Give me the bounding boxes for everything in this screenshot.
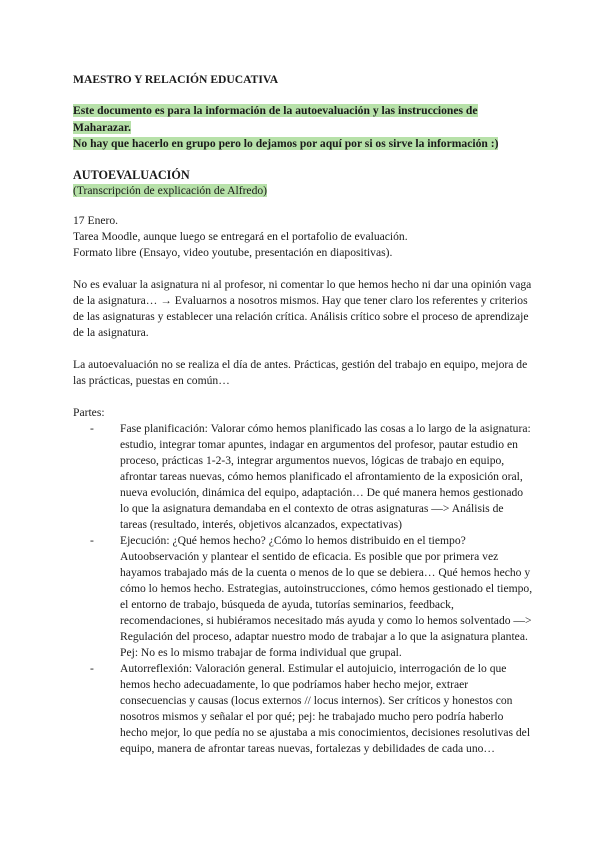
document-content	[73, 72, 533, 757]
parts-label: Partes:	[73, 405, 105, 419]
notice-line-1: Este documento es para la información de la autoevaluación y las instrucciones de Maharazar.	[73, 104, 478, 134]
section-title: AUTOEVALUACIÓN	[73, 167, 190, 182]
paragraph-2: La autoevaluación no se realiza el día de antes. Prácticas, gestión del trabajo en equipo, mejora de las prácticas, puestas en común…	[73, 357, 528, 387]
list-dash: -	[90, 533, 94, 547]
list-item-text: Ejecución: ¿Qué hemos hecho? ¿Cómo lo hemos distribuido en el tiempo? Autoobservación y plantear el sentido de eficacia. Es posible que por primera vez hayamos trabajado más de la cuenta o menos de lo que se debiera… Qué hemos hecho y cómo lo hemos hecho. Estrategias, autoinstrucciones, cómo hemos gestionado el tiempo, el entorno de trabajo, búsqueda de ayuda, tutorías seminarios, feedback, recomendaciones, si hubiéramos necesitado más ayuda y como lo hemos solventado —> Regulación del proceso, adaptar nuestro modo de trabajar a lo que la asignatura plantea. Pej: No es lo mismo trabajar de forma individual que grupal.	[120, 533, 533, 659]
intro-date: 17 Enero.	[73, 213, 119, 227]
intro-format: Formato libre (Ensayo, video youtube, presentación en diapositivas).	[73, 245, 393, 259]
list-item	[90, 421, 533, 533]
section-subtitle-text: (Transcripción de explicación de Alfredo)	[73, 183, 268, 197]
page-title: MAESTRO Y RELACIÓN EDUCATIVA	[73, 73, 279, 86]
intro-block	[73, 213, 533, 261]
section-subtitle	[73, 183, 533, 199]
list-item	[90, 661, 533, 757]
list-item	[90, 533, 533, 661]
paragraph-1: No es evaluar la asignatura ni al profesor, ni comentar lo que hemos hecho ni dar una opinión vaga de la asignatura… → Evaluarnos a nosotros mismos. Hay que tener claro los referentes y criterios de las asignaturas y establecer una relación crítica. Análisis crítico sobre el proceso de aprendizaje de la asignatura.	[73, 277, 532, 339]
notice-line-2: No hay que hacerlo en grupo pero lo dejamos por aquí por si os sirve la información :)	[73, 137, 499, 150]
list-dash: -	[90, 421, 94, 435]
highlighted-notice	[73, 103, 533, 153]
list-item-text: Fase planificación: Valorar cómo hemos planificado las cosas a lo largo de la asignatura: estudio, integrar tomar apuntes, indagar en argumentos del profesor, pautar estudio en proceso, prácticas 1-2-3, integrar argumentos nuevos, lógicas de trabajo en equipo, afrontar tareas nuevas, cómo hemos planificado el afrontamiento de la exposición oral, nueva evolución, dinámica del equipo, adaptación… De qué manera hemos gestionado lo que la asignatura demandaba en el contexto de otras asignaturas —> Análisis de tareas (resultado, interés, objetivos alcanzados, expectativas)	[120, 421, 531, 531]
list-dash: -	[90, 661, 94, 675]
list-item-text: Autorreflexión: Valoración general. Estimular el autojuicio, interrogación de lo que hemos hecho adecuadamente, lo que podríamos haber hecho mejor, extraer consecuencias y causas (locus externos // locus internos). Ser críticos y honestos con nosotros mismos y señalar el por qué; pej: he trabajado mucho pero podría haberlo hecho mejor, lo que pedía no se ajustaba a mis conocimientos, decisiones resolutivas del equipo, manera de afrontar tareas nuevas, fortalezas y debilidades de cada uno…	[120, 661, 531, 755]
parts-list	[73, 421, 533, 757]
intro-task: Tarea Moodle, aunque luego se entregará en el portafolio de evaluación.	[73, 229, 408, 243]
